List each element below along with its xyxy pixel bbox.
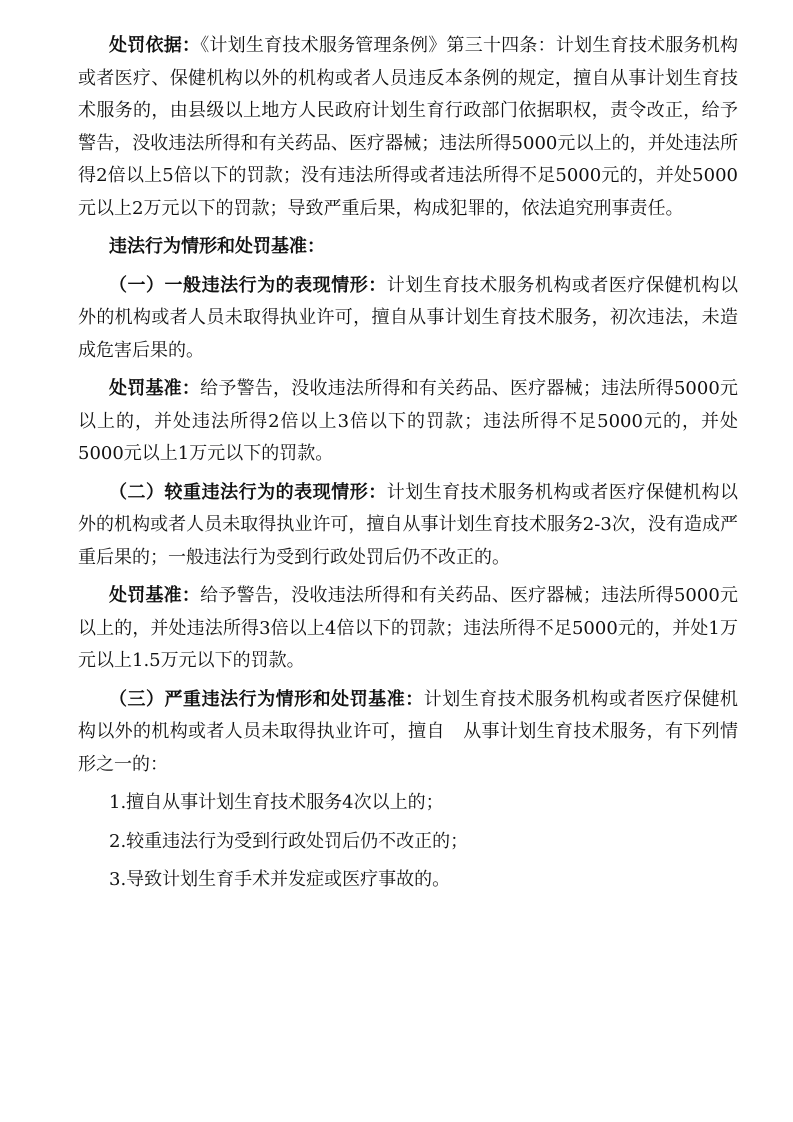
penalty-basis-label: 处罚依据： bbox=[109, 35, 201, 56]
general-penalty-text: 给予警告，没收违法所得和有关药品、医疗器械；违法所得5000元以上的，并处违法所得2倍以上3倍以下的罚款；违法所得不足5000元的，并处5000元以上1万元以下的罚款。 bbox=[78, 378, 738, 464]
list-item: 2.较重违法行为受到行政处罚后仍不改正的； bbox=[109, 830, 469, 852]
serious-violation-text: 计划生育技术服务机构或者医疗保健机构以外的机构或者人员未取得执业许可，擅自从事计划生育技术服务2-3次，没有造成严重后果的；一般违法行为受到行政处罚后仍不改正的。 bbox=[78, 481, 739, 568]
list-item: 3.导致计划生育手术并发症或医疗事故的。 bbox=[109, 869, 451, 890]
document-body bbox=[78, 30, 738, 903]
list-item: 1.擅自从事计划生育技术服务4次以上的； bbox=[109, 792, 444, 813]
penalty-basis-paragraph bbox=[78, 30, 738, 225]
severe-violation-paragraph bbox=[78, 684, 738, 782]
general-penalty-label: 处罚基准： bbox=[109, 378, 201, 399]
general-violation-paragraph bbox=[78, 270, 738, 368]
severe-violation-text: 计划生育技术服务机构或者医疗保健机构以外的机构或者人员未取得执业许可，擅自 从事计划生育技术服务，有下列情形之一的： bbox=[78, 688, 739, 775]
serious-penalty-label: 处罚基准： bbox=[109, 585, 201, 606]
general-penalty-paragraph bbox=[78, 373, 738, 471]
severe-violation-label: （三）严重违法行为情形和处罚基准： bbox=[109, 688, 424, 710]
general-violation-label: （一）一般违法行为的表现情形： bbox=[109, 274, 387, 296]
penalty-basis-text: 《计划生育技术服务管理条例》第三十四条：计划生育技术服务机构或者医疗、保健机构以外的机构或者人员违反本条例的规定，擅自从事计划生育技术服务的，由县级以上地方人民政府计划生育行政部门依据职权，责令改正，给予警告，没收违法所得和有关药品、医疗器械；违法所得5000元以上的，并处违法所得2倍以上5倍以下的罚款；没有违法所得或者违法所得不足5000元的，并处5000元以上2万元以下的罚款；导致严重后果，构成犯罪的，依法追究刑事责任。 bbox=[78, 35, 739, 219]
serious-penalty-paragraph bbox=[78, 580, 738, 678]
serious-violation-label: （二）较重违法行为的表现情形： bbox=[109, 481, 387, 503]
section-heading-text: 违法行为情形和处罚基准： bbox=[109, 236, 325, 257]
section-heading bbox=[78, 231, 738, 264]
general-violation-text: 计划生育技术服务机构或者医疗保健机构以外的机构或者人员未取得执业许可，擅自从事计划生育技术服务，初次违法，未造成危害后果的。 bbox=[78, 274, 739, 361]
serious-penalty-text: 给予警告，没收违法所得和有关药品、医疗器械；违法所得5000元以上的，并处违法所得3倍以上4倍以下的罚款；违法所得不足5000元的，并处1万元以上1.5万元以下的罚款。 bbox=[78, 585, 738, 671]
serious-violation-paragraph bbox=[78, 477, 738, 575]
